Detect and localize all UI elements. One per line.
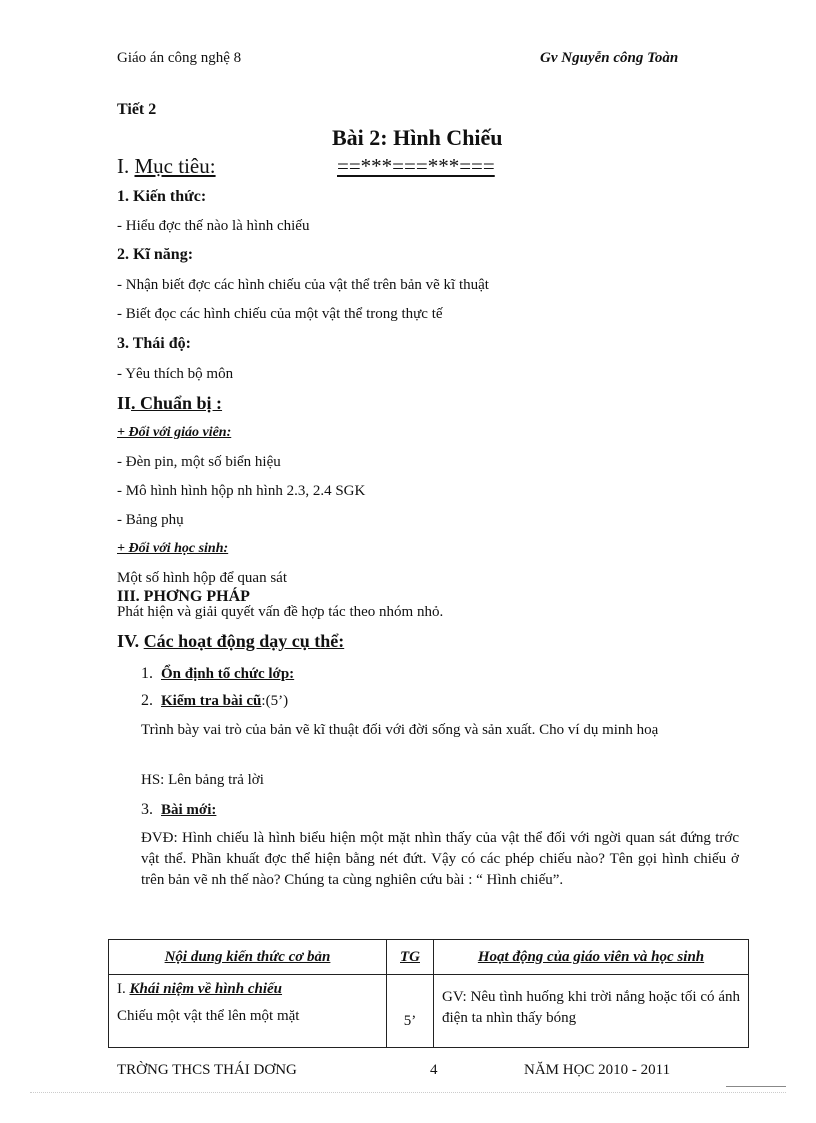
section1-title: Mục tiêu:	[134, 154, 216, 178]
attitude-item: - Yêu thích bộ môn	[117, 366, 234, 382]
table-row	[109, 975, 749, 1048]
section1-heading	[117, 154, 216, 179]
step-title: Kiểm tra bài cũ	[161, 693, 262, 709]
content-num: I.	[117, 981, 126, 997]
section1-decor: ==***===***===	[337, 154, 495, 178]
knowledge-item: - Hiểu đợc thế nào là hình chiếu	[117, 218, 310, 234]
lesson-title: Bài 2: Hình Chiếu	[332, 125, 503, 150]
header-author: Gv Nguyễn công Toàn	[540, 50, 679, 66]
attitude-title: 3. Thái độ:	[117, 335, 191, 352]
section2-title: . Chuẩn bị :	[131, 393, 223, 413]
teacher-item: - Đèn pin, một số biển hiệu	[117, 454, 281, 470]
footer-school: TRỜNG THCS THÁI DƠNG	[117, 1062, 297, 1078]
table-header-row	[109, 940, 749, 975]
skills-title: 2. Kĩ năng:	[117, 246, 194, 263]
section2-heading	[117, 393, 222, 414]
student-label: + Đối với học sinh:	[117, 541, 229, 556]
lesson-table	[108, 939, 749, 1048]
teacher-label: + Đối với giáo viên:	[117, 425, 232, 440]
footer-school-year: NĂM HỌC 2010 - 2011	[524, 1062, 671, 1078]
step-2	[141, 692, 288, 710]
section3-title: III. PHƠNG PHÁP	[117, 588, 250, 605]
footer-page-number: 4	[430, 1062, 438, 1078]
step-number: 3.	[141, 801, 153, 818]
step-title: Bài mới:	[161, 802, 217, 818]
check-question: Trình bày vai trò của bản vẽ kĩ thuật đối với đời sống và sản xuất. Cho ví dụ minh hoạ	[141, 722, 659, 738]
page-bottom-divider	[30, 1092, 786, 1093]
step-3	[141, 801, 216, 819]
teacher-item: - Mô hình hình hộp nh hình 2.3, 2.4 SGK	[117, 483, 366, 499]
step-number: 2.	[141, 692, 153, 709]
section4-title: Các hoạt động dạy cụ thể:	[143, 631, 345, 651]
section4-heading	[117, 631, 344, 652]
section2-roman: II	[117, 393, 132, 413]
table-header-activities: Hoạt động của giáo viên và học sinh	[434, 940, 749, 975]
intro-paragraph: ĐVĐ: Hình chiếu là hình biểu hiện một mặt nhìn thấy của vật thể đối với ngời quan sát đứng trớc vật thể. Phần khuất đợc thể hiện bằng nét đứt. Vậy có các phép chiếu nào? Tên gọi hình chiếu ở trên bản vẽ nh thế nào? Chúng ta cùng nghiên cứu bài : “ Hình chiếu”.	[141, 830, 739, 888]
table-cell-time: 5’	[387, 975, 434, 1048]
teacher-item: - Bảng phụ	[117, 512, 184, 528]
header-left: Giáo án công nghệ 8	[117, 50, 242, 66]
content-text: Chiếu một vật thể lên một mặt	[117, 1008, 300, 1024]
period-label: Tiết 2	[117, 101, 157, 118]
corner-mark	[726, 1086, 786, 1087]
step-title: Ổn định tổ chức lớp:	[161, 666, 295, 682]
table-cell-content	[109, 975, 387, 1048]
knowledge-title: 1. Kiến thức:	[117, 188, 207, 205]
step-number: 1.	[141, 665, 153, 682]
step-1	[141, 665, 294, 683]
section4-roman: IV.	[117, 631, 140, 651]
table-header-content: Nội dung kiến thức cơ bản	[109, 940, 387, 975]
table-cell-activity: GV: Nêu tình huống khi trời nắng hoặc tối có ánh điện ta nhìn thấy bóng	[434, 975, 749, 1048]
check-answer: HS: Lên bảng trả lời	[141, 772, 264, 788]
content-title: Khái niệm về hình chiếu	[129, 981, 283, 997]
section3-text: Phát hiện và giải quyết vấn đề hợp tác theo nhóm nhỏ.	[117, 604, 444, 620]
skills-item: - Nhận biết đợc các hình chiếu của vật thể trên bản vẽ kĩ thuật	[117, 277, 489, 293]
skills-item: - Biết đọc các hình chiếu của một vật thể trong thực tế	[117, 306, 443, 322]
section1-roman: I.	[117, 154, 130, 178]
step-suffix: :(5’)	[261, 693, 289, 709]
table-header-time: TG	[387, 940, 434, 975]
student-item: Một số hình hộp để quan sát	[117, 570, 287, 586]
